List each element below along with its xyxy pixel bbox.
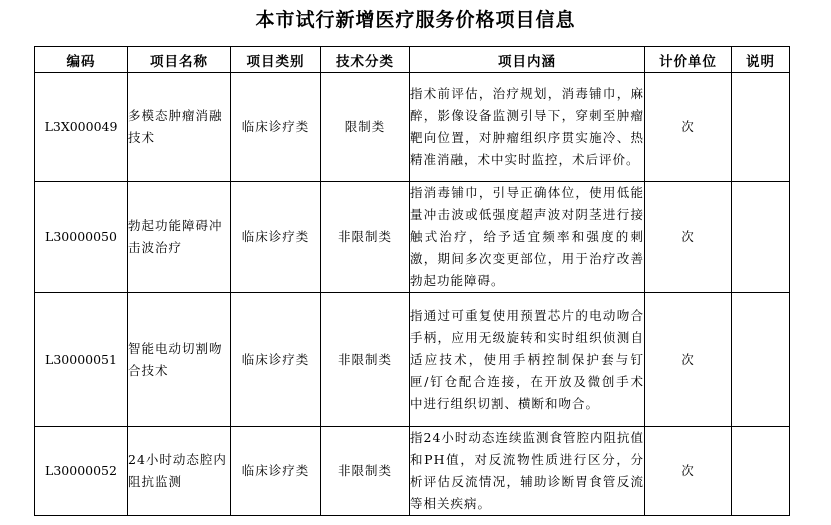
item-unit: 次 [645, 293, 732, 427]
item-tech: 非限制类 [321, 293, 410, 427]
column-header-unit: 计价单位 [645, 47, 732, 73]
item-code: L30000051 [35, 293, 128, 427]
column-header-tech: 技术分类 [321, 47, 410, 73]
column-header-name: 项目名称 [128, 47, 231, 73]
item-category: 临床诊疗类 [231, 427, 321, 516]
item-name: 24小时动态腔内阻抗监测 [128, 427, 231, 516]
item-tech: 限制类 [321, 73, 410, 182]
item-content: 指消毒铺巾，引导正确体位，使用低能量冲击波或低强度超声波对阴茎进行接触式治疗，给予适宜频率和强度的刺激，期间多次变更部位，用于治疗改善勃起功能障碍。 [410, 182, 645, 293]
item-content: 指通过可重复使用预置芯片的电动吻合手柄，应用无级旋转和实时组织侦测自适应技术，使用手柄控制保护套与钉匣/钉仓配合连接，在开放及微创手术中进行组织切割、横断和吻合。 [410, 293, 645, 427]
table-row [35, 182, 790, 293]
item-category: 临床诊疗类 [231, 182, 321, 293]
item-note [732, 293, 790, 427]
item-name: 勃起功能障碍冲击波治疗 [128, 182, 231, 293]
column-header-category: 项目类别 [231, 47, 321, 73]
item-name: 多模态肿瘤消融技术 [128, 73, 231, 182]
item-unit: 次 [645, 73, 732, 182]
item-name: 智能电动切割吻合技术 [128, 293, 231, 427]
page-title: 本市试行新增医疗服务价格项目信息 [255, 9, 576, 31]
item-code: L30000052 [35, 427, 128, 516]
item-content: 指24小时动态连续监测食管腔内阻抗值和PH值，对反流物性质进行区分，分析评估反流情况，辅助诊断胃食管反流等相关疾病。 [410, 427, 645, 516]
price-items-table [34, 46, 790, 516]
item-note [732, 73, 790, 182]
item-category: 临床诊疗类 [231, 293, 321, 427]
item-note [732, 427, 790, 516]
table-header-row [35, 47, 790, 73]
column-header-note: 说明 [732, 47, 790, 73]
item-code: L3X000049 [35, 73, 128, 182]
item-unit: 次 [645, 427, 732, 516]
column-header-content: 项目内涵 [410, 47, 645, 73]
item-tech: 非限制类 [321, 427, 410, 516]
item-category: 临床诊疗类 [231, 73, 321, 182]
item-tech: 非限制类 [321, 182, 410, 293]
column-header-code: 编码 [35, 47, 128, 73]
item-unit: 次 [645, 182, 732, 293]
table-row [35, 73, 790, 182]
item-code: L30000050 [35, 182, 128, 293]
table-row [35, 293, 790, 427]
item-content: 指术前评估，治疗规划，消毒铺巾，麻醉，影像设备监测引导下，穿刺至肿瘤靶向位置，对肿瘤组织序贯实施冷、热精准消融，术中实时监控，术后评价。 [410, 73, 645, 182]
item-note [732, 182, 790, 293]
table-row [35, 427, 790, 516]
